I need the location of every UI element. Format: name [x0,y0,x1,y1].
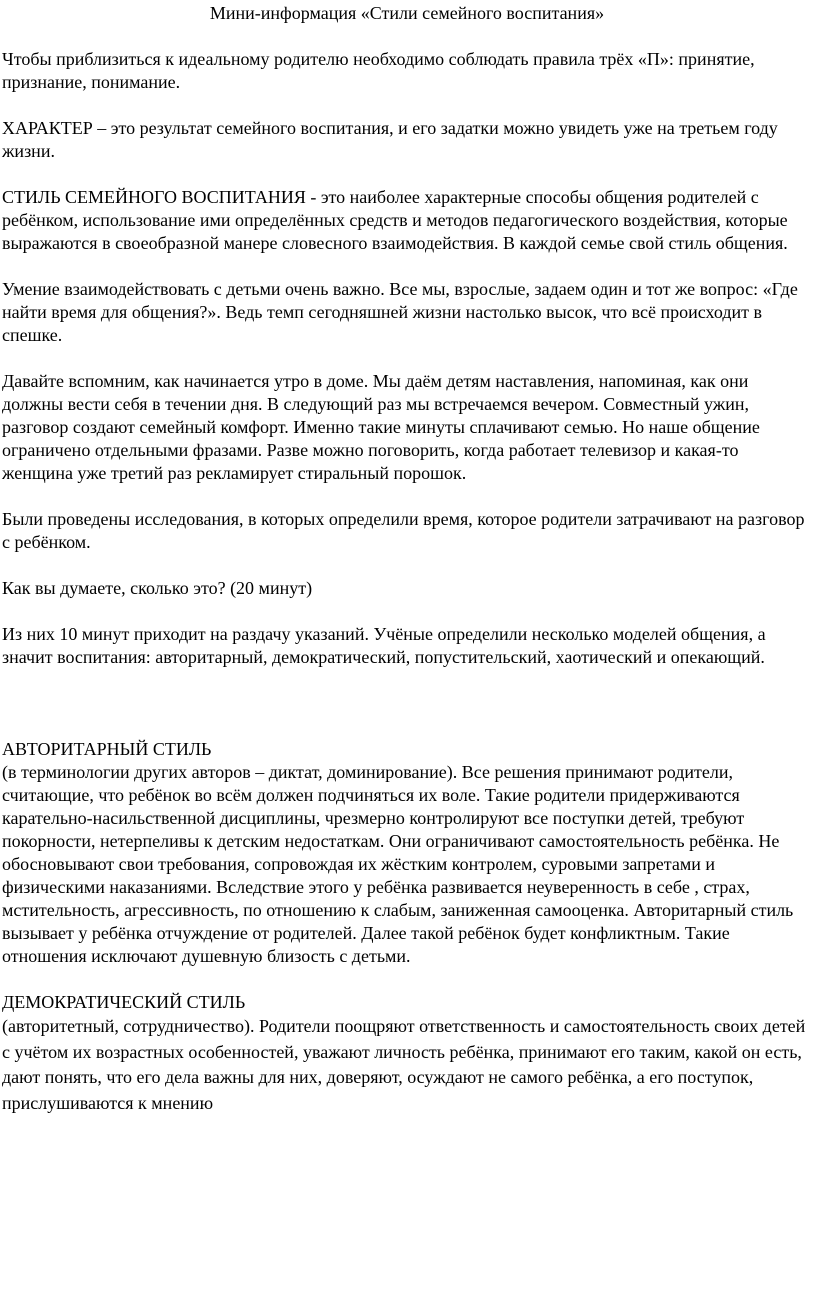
authoritarian-text: (в терминологии других авторов – диктат, доминирование). Все решения принимают родители, считающие, что ребёнок во всём должен подчиняться их воле. Такие родители придерживаются карательно-насильственной дисциплины, чрезмерно контролируют все поступки детей, требуют покорности, нетерпеливы к детским недостаткам. Они ограничивают самостоятельность ребёнка. Не обосновывают свои требования, сопровождая их жёстким контролем, суровыми запретами и физическими наказаниями. Вследствие этого у ребёнка развивается неуверенность в себе , страх, мстительность, агрессивность, по отношению к слабым, заниженная самооценка. Авторитарный стиль вызывает у ребёнка отчуждение от родителей. Далее такой ребёнок будет конфликтным. Такие отношения исключают душевную близость с детьми. [2,762,794,966]
paragraph-research: Были проведены исследования, в которых определили время, которое родители затрачивают на разговор с ребёнком. [2,509,805,552]
paragraph-character: ХАРАКТЕР – это результат семейного воспитания, и его задатки можно увидеть уже на третьем году жизни. [2,118,778,161]
paragraph-style-definition: СТИЛЬ СЕМЕЙНОГО ВОСПИТАНИЯ - это наиболее характерные способы общения родителей с ребёнком, использование ими определённых средств и методов педагогического воздействия, которые выражаются в своеобразной манере словесного взаимодействия. В каждой семье свой стиль общения. [2,187,788,253]
democratic-text: (авторитетный, сотрудничество). Родители поощряют ответственность и самостоятельность своих детей с учётом их возрастных особенностей, уважают личность ребёнка, принимают его таким, какой он есть, дают понять, что его дела важны для них, доверяют, осуждают не самого ребёнка, а его поступок, прислушиваются к мнению [2,1016,806,1113]
paragraph-question: Как вы думаете, сколько это? (20 минут) [2,578,313,598]
paragraph-interaction: Умение взаимодействовать с детьми очень важно. Все мы, взрослые, задаем один и тот же вопрос: «Где найти время для общения?». Ведь темп сегодняшней жизни настолько высок, что всё происходит в спешке. [2,279,798,345]
document-title: Мини-информация «Стили семейного воспитания» [209,3,605,23]
authoritarian-heading: АВТОРИТАРНЫЙ СТИЛЬ [2,739,212,759]
democratic-heading: ДЕМОКРАТИЧЕСКИЙ СТИЛЬ [2,992,246,1012]
paragraph-models: Из них 10 минут приходит на раздачу указаний. Учёные определили несколько моделей общения, а значит воспитания: авторитарный, демократический, попустительский, хаотический и опекающий. [2,624,766,667]
paragraph-three-p-rule: Чтобы приблизиться к идеальному родителю необходимо соблюдать правила трёх «П»: принятие, признание, понимание. [2,49,755,92]
paragraph-morning: Давайте вспомним, как начинается утро в доме. Мы даём детям наставления, напоминая, как они должны вести себя в течении дня. В следующий раз мы встречаемся вечером. Совместный ужин, разговор создают семейный комфорт. Именно такие минуты сплачивают семью. Но наше общение ограничено отдельными фразами. Разве можно поговорить, когда работает телевизор и какая-то женщина уже третий раз рекламирует стиральный порошок. [2,371,760,483]
